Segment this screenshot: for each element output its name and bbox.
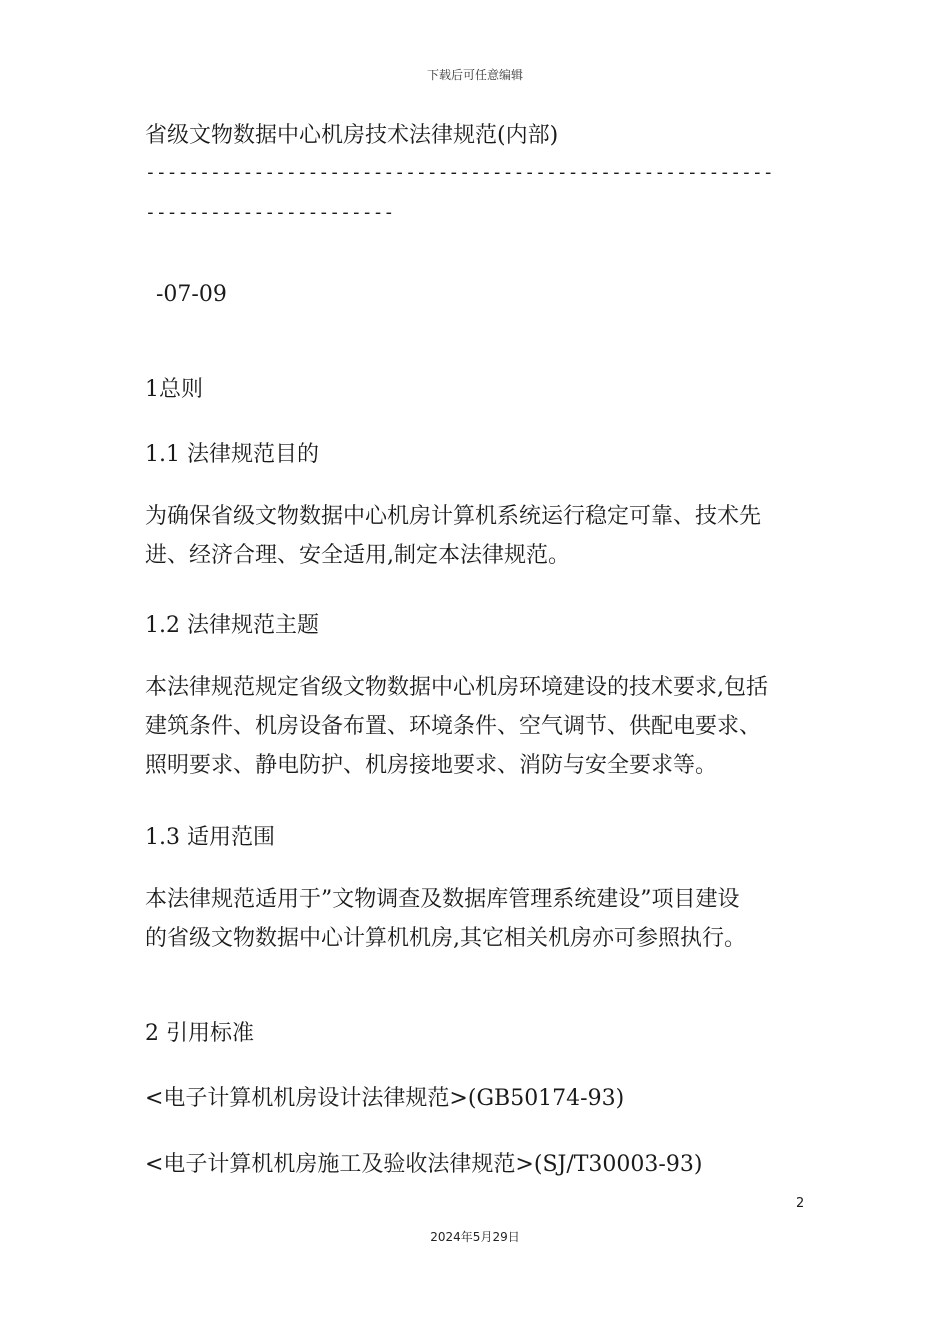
paragraph-1-1 [145, 497, 815, 575]
separator-line-2: ----------------------- [145, 202, 395, 223]
paragraph-1-3 [145, 880, 815, 958]
document-title: 省级文物数据中心机房技术法律规范(内部) [145, 123, 559, 148]
section-heading-1-2: 1.2 法律规范主题 [145, 613, 319, 638]
paragraph-line: 为确保省级文物数据中心机房计算机系统运行稳定可靠、技术先 [145, 504, 762, 529]
page-footer-date: 2024年5月29日 [430, 1230, 520, 1244]
page-number: 2 [796, 1196, 805, 1211]
section-heading-1-1: 1.1 法律规范目的 [145, 442, 319, 467]
page-header: 下载后可任意编辑 [426, 68, 523, 82]
paragraph-line: 进、经济合理、安全适用,制定本法律规范。 [145, 543, 570, 568]
document-date: -07-09 [156, 282, 227, 307]
section-heading-1: 1总则 [145, 377, 203, 402]
separator-line-1: ---------------------------------------------------------- [145, 162, 774, 183]
paragraph-line: 本法律规范规定省级文物数据中心机房环境建设的技术要求,包括 [145, 675, 768, 700]
paragraph-1-2 [145, 668, 815, 785]
paragraph-line: 照明要求、静电防护、机房接地要求、消防与安全要求等。 [145, 753, 718, 778]
reference-item-2: <电子计算机机房施工及验收法律规范>(SJ/T30003-93) [145, 1152, 703, 1177]
reference-item-1: <电子计算机机房设计法律规范>(GB50174-93) [145, 1086, 625, 1111]
paragraph-line: 本法律规范适用于”文物调查及数据库管理系统建设”项目建设 [145, 887, 740, 912]
section-heading-2: 2 引用标准 [145, 1021, 254, 1046]
paragraph-line: 的省级文物数据中心计算机机房,其它相关机房亦可参照执行。 [145, 926, 746, 951]
paragraph-line: 建筑条件、机房设备布置、环境条件、空气调节、供配电要求、 [145, 714, 762, 739]
section-heading-1-3: 1.3 适用范围 [145, 825, 275, 850]
